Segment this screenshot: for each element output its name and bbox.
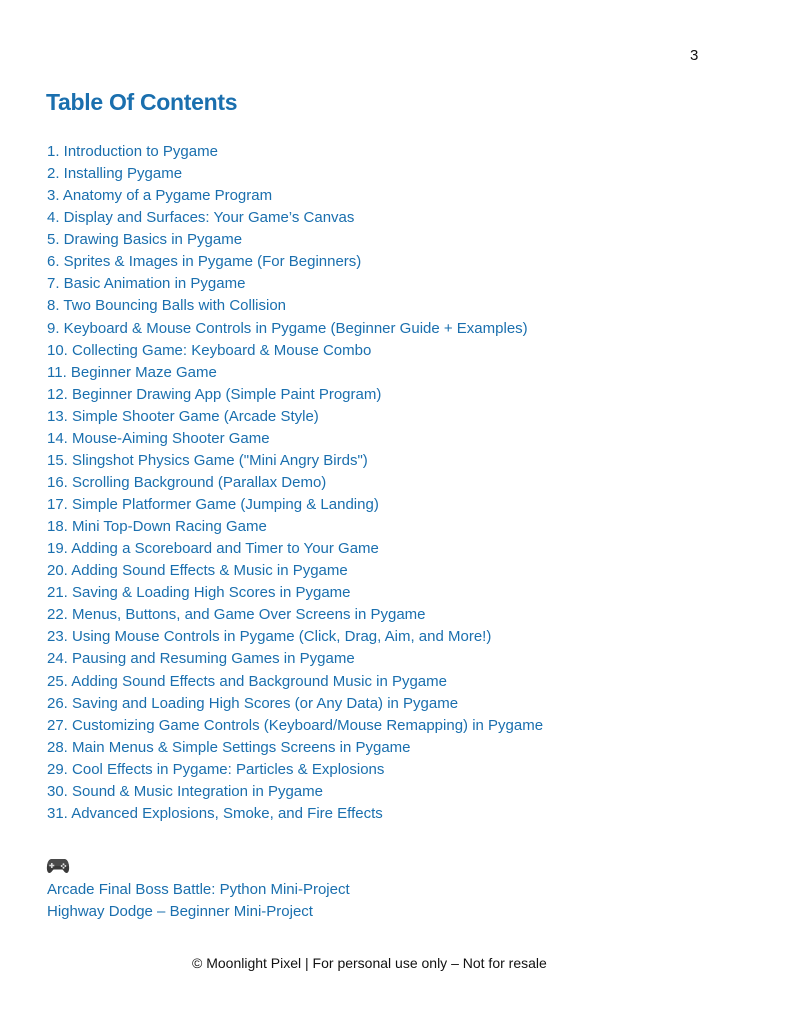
toc-list bbox=[47, 141, 543, 825]
page-number: 3 bbox=[690, 47, 699, 64]
toc-item-22[interactable]: 22. Menus, Buttons, and Game Over Screens in Pygame bbox=[47, 606, 426, 624]
toc-item-10[interactable]: 10. Collecting Game: Keyboard & Mouse Combo bbox=[47, 341, 372, 359]
gamepad-icon bbox=[46, 856, 70, 876]
toc-item-17[interactable]: 17. Simple Platformer Game (Jumping & Landing) bbox=[47, 496, 379, 513]
toc-item-7[interactable]: 7. Basic Animation in Pygame bbox=[47, 275, 246, 293]
toc-item-29[interactable]: 29. Cool Effects in Pygame: Particles & Explosions bbox=[47, 760, 385, 778]
toc-title: Table Of Contents bbox=[46, 89, 238, 115]
toc-item-24[interactable]: 24. Pausing and Resuming Games in Pygame bbox=[47, 650, 355, 668]
toc-item-15[interactable]: 15. Slingshot Physics Game ("Mini Angry Birds") bbox=[47, 451, 368, 469]
toc-item-30[interactable]: 30. Sound & Music Integration in Pygame bbox=[47, 782, 323, 800]
extra-item-highway-dodge[interactable]: Highway Dodge – Beginner Mini-Project bbox=[47, 903, 313, 920]
toc-item-18[interactable]: 18. Mini Top-Down Racing Game bbox=[47, 518, 267, 536]
toc-item-28[interactable]: 28. Main Menus & Simple Settings Screens in Pygame bbox=[47, 738, 411, 756]
toc-item-13[interactable]: 13. Simple Shooter Game (Arcade Style) bbox=[47, 407, 319, 425]
toc-item-11[interactable]: 11. Beginner Maze Game bbox=[47, 363, 217, 381]
toc-item-2[interactable]: 2. Installing Pygame bbox=[47, 165, 183, 183]
toc-item-9[interactable]: 9. Keyboard & Mouse Controls in Pygame (Beginner Guide + Examples) bbox=[47, 319, 528, 337]
toc-item-27[interactable]: 27. Customizing Game Controls (Keyboard/Mouse Remapping) in Pygame bbox=[47, 716, 544, 734]
toc-item-3[interactable]: 3. Anatomy of a Pygame Program bbox=[47, 187, 273, 205]
footer: © Moonlight Pixel | For personal use only – Not for resale bbox=[192, 955, 547, 971]
toc-item-20[interactable]: 20. Adding Sound Effects & Music in Pygame bbox=[47, 562, 348, 580]
toc-item-8[interactable]: 8. Two Bouncing Balls with Collision bbox=[47, 297, 287, 315]
toc-item-19[interactable]: 19. Adding a Scoreboard and Timer to Your Game bbox=[47, 540, 379, 558]
toc-item-21[interactable]: 21. Saving & Loading High Scores in Pygame bbox=[47, 584, 351, 602]
toc-item-31[interactable]: 31. Advanced Explosions, Smoke, and Fire Effects bbox=[47, 804, 383, 822]
extras-list bbox=[47, 879, 350, 923]
toc-item-16[interactable]: 16. Scrolling Background (Parallax Demo) bbox=[47, 473, 327, 491]
toc-item-12[interactable]: 12. Beginner Drawing App (Simple Paint Program) bbox=[47, 385, 382, 403]
toc-item-25[interactable]: 25. Adding Sound Effects and Background Music in Pygame bbox=[47, 672, 447, 690]
extra-item-boss-battle[interactable]: Arcade Final Boss Battle: Python Mini-Project bbox=[47, 881, 350, 898]
toc-item-23[interactable]: 23. Using Mouse Controls in Pygame (Click, Drag, Aim, and More!) bbox=[47, 628, 492, 646]
toc-item-14[interactable]: 14. Mouse-Aiming Shooter Game bbox=[47, 429, 270, 447]
toc-item-6[interactable]: 6. Sprites & Images in Pygame (For Beginners) bbox=[47, 253, 362, 271]
toc-item-5[interactable]: 5. Drawing Basics in Pygame bbox=[47, 231, 243, 249]
toc-item-1[interactable]: 1. Introduction to Pygame bbox=[47, 143, 218, 160]
toc-item-4[interactable]: 4. Display and Surfaces: Your Game’s Canvas bbox=[47, 209, 355, 227]
toc-item-26[interactable]: 26. Saving and Loading High Scores (or Any Data) in Pygame bbox=[47, 694, 459, 712]
